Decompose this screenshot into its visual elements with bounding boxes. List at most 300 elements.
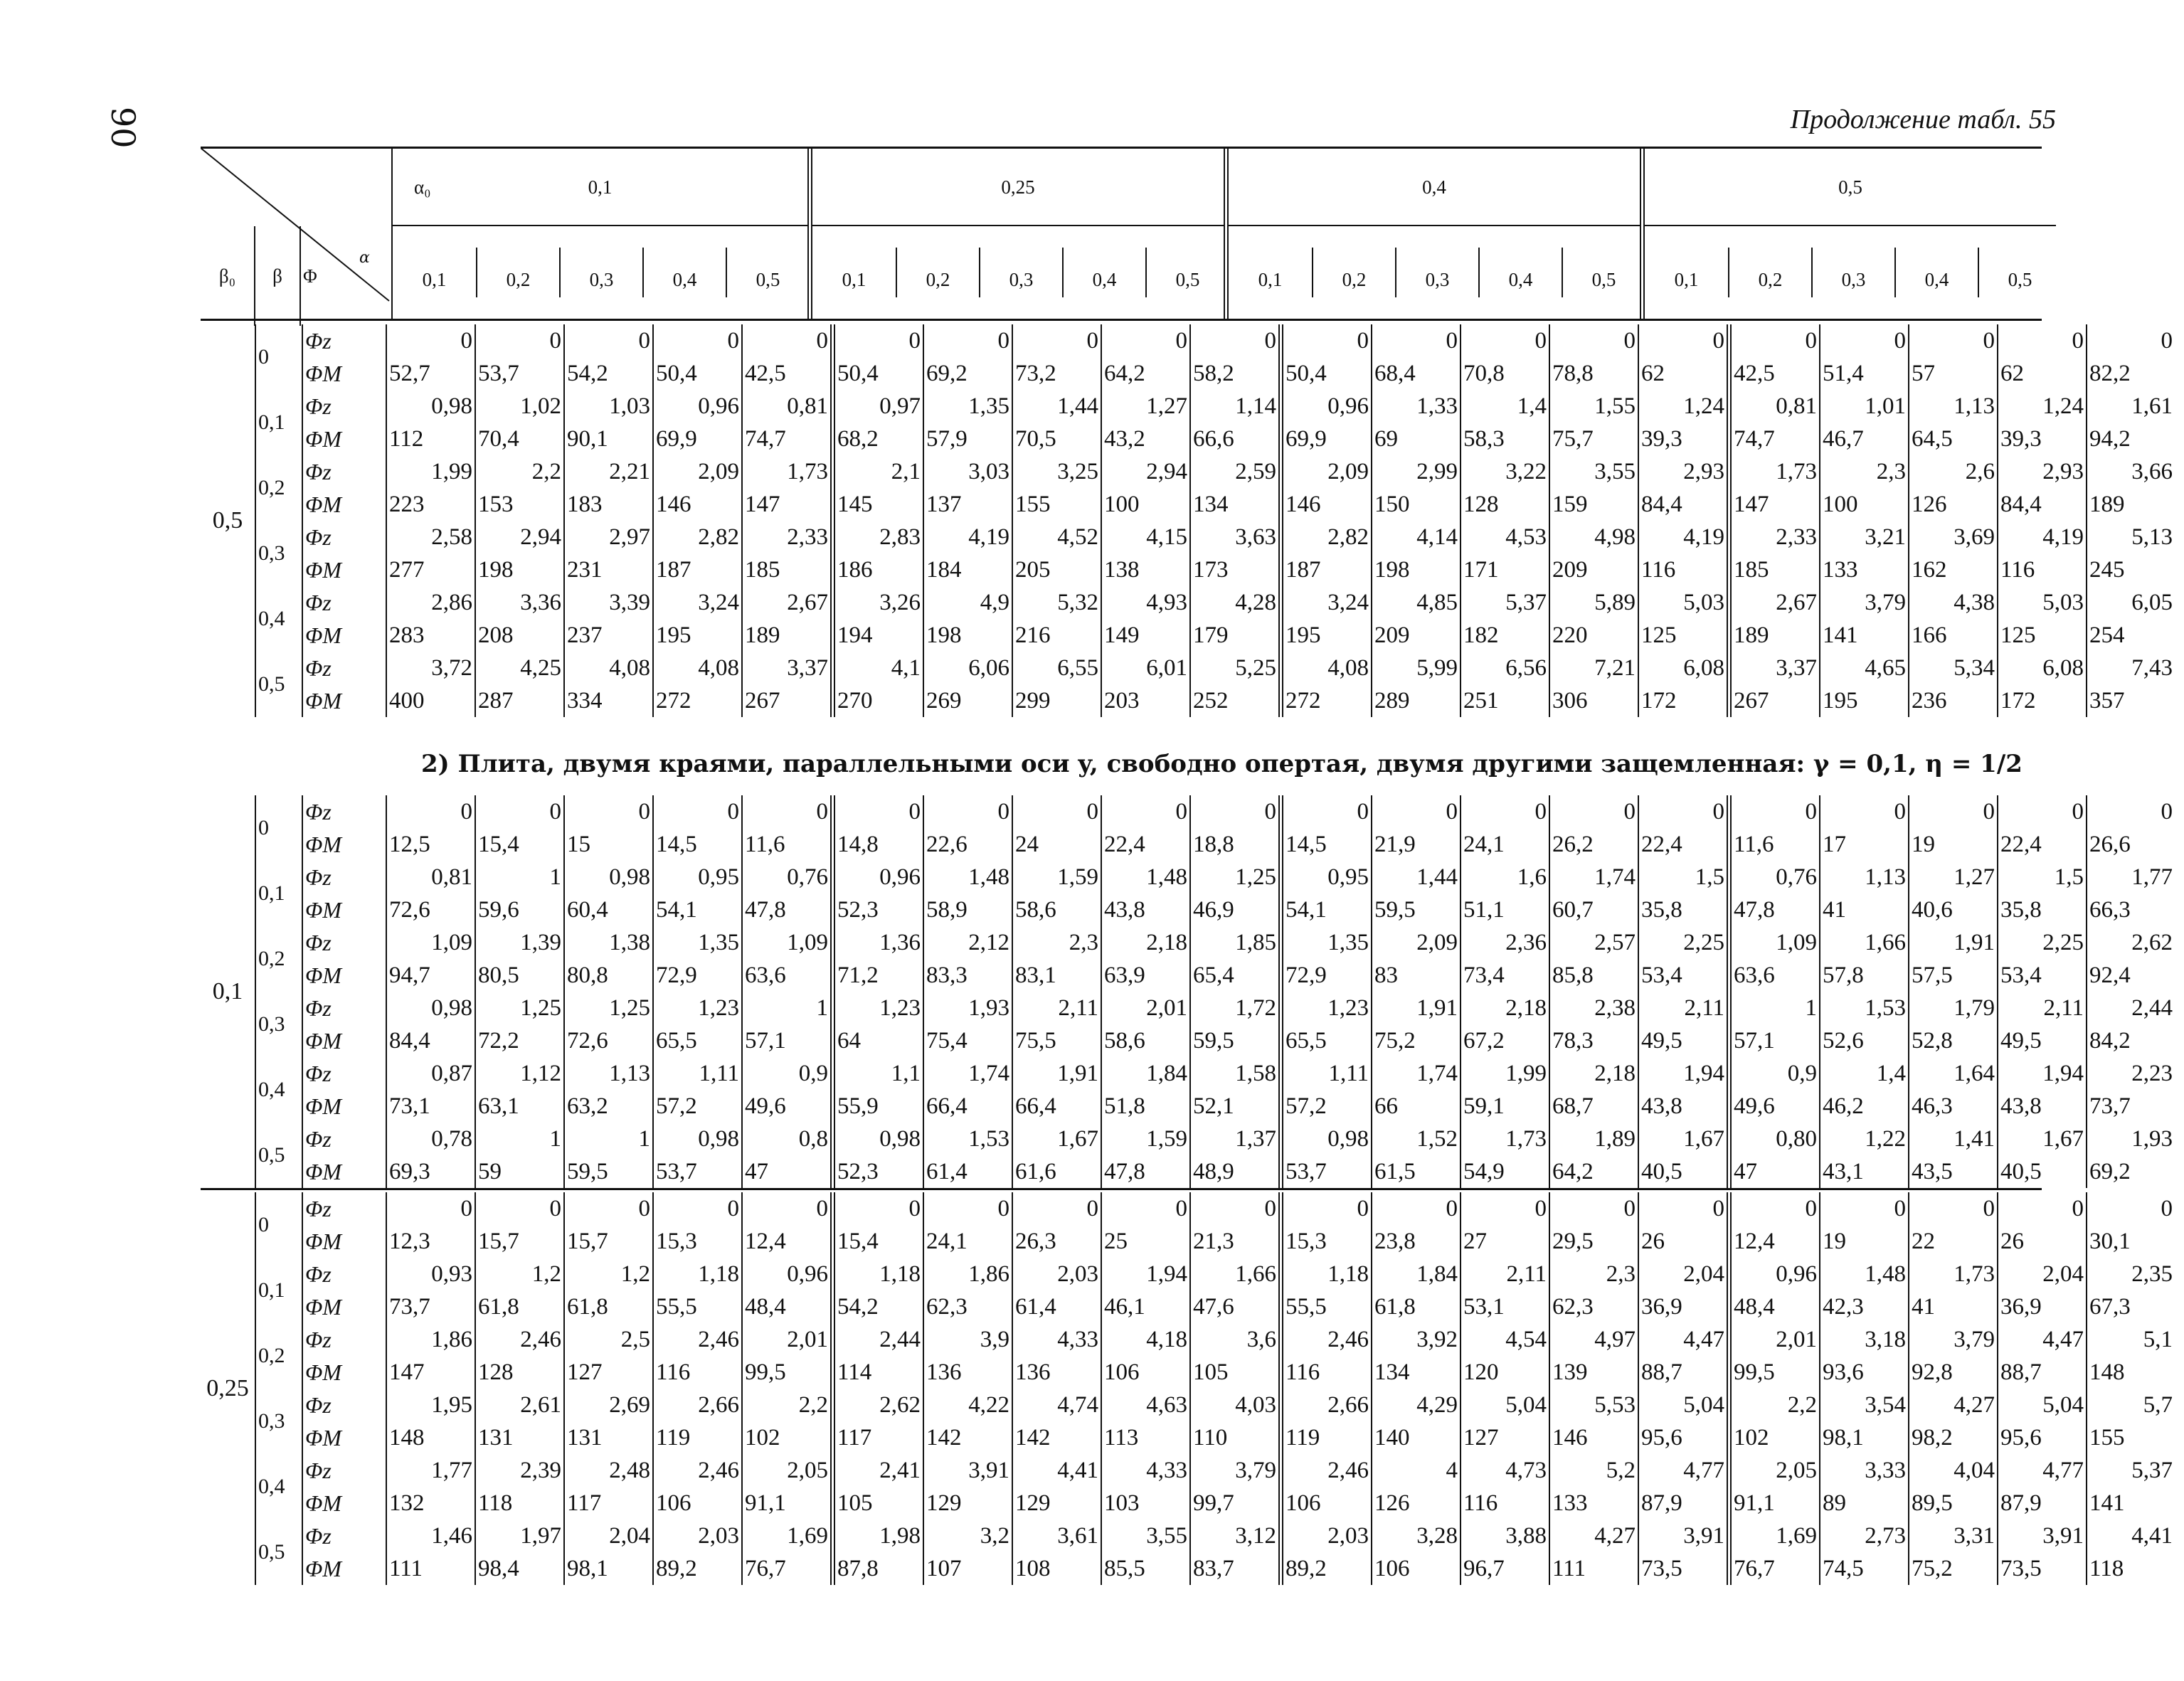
table-cell: 198 [475,553,564,586]
table-cell: 0 [1998,324,2087,357]
table-cell: 0,93 [386,1258,475,1290]
table-cell: 3,37 [1729,652,1820,684]
table-cell: 94,2 [2087,423,2175,455]
beta0-value: 0,25 [206,1375,249,1401]
table-cell: 0 [833,795,924,828]
table-cell: 70,4 [475,423,564,455]
table-cell: 4,33 [1101,1454,1190,1487]
header-alpha-value: 0,1 [1674,269,1699,290]
table-cell: 141 [2087,1487,2175,1520]
table-cell: 1,02 [475,390,564,423]
table-cell: 69,2 [2087,1155,2175,1188]
table-cell: 80,5 [475,959,564,992]
table-cell: 2,01 [742,1323,833,1356]
table-cell: 1,25 [1190,861,1281,893]
table-cell: 52,8 [1909,1024,1998,1057]
table-cell: 3,66 [2087,455,2175,488]
beta-value: 0 [255,1192,302,1258]
table-cell: 6,08 [1638,652,1729,684]
table-cell: 64 [833,1024,924,1057]
table-cell: 106 [1281,1487,1372,1520]
table-cell: 4,22 [923,1389,1012,1421]
table-cell: 1,38 [564,926,653,959]
table-cell: 43,8 [1638,1090,1729,1123]
table-cell: 75,2 [1909,1552,1998,1585]
table-cell: 15,3 [653,1225,742,1258]
table-cell: 1,12 [475,1057,564,1090]
table-cell: 0 [1909,1192,1998,1225]
table-cell: 4,27 [1549,1520,1638,1552]
table-cell: 59,1 [1461,1090,1549,1123]
table-cell: 5,04 [1461,1389,1549,1421]
table-cell: 6,56 [1461,652,1549,684]
table-cell: 1,27 [1101,390,1190,423]
table-cell: 2,04 [1638,1258,1729,1290]
table-cell: 2,62 [2087,926,2175,959]
table-cell: 15,3 [1281,1225,1372,1258]
table-cell: 100 [1820,488,1909,521]
table-cell: 136 [923,1356,1012,1389]
table-cell: 1,5 [1998,861,2087,893]
phi-m-symbol: ΦM [302,488,386,521]
header-alpha0-value: 0,1 [588,176,613,198]
table-cell: 1,22 [1820,1123,1909,1155]
table-cell: 0 [1638,324,1729,357]
table-cell: 1,35 [653,926,742,959]
table-cell: 116 [1998,553,2087,586]
table-cell: 63,6 [1729,959,1820,992]
table-cell: 0,81 [386,861,475,893]
phi-m-symbol: ΦM [302,1356,386,1389]
table-cell: 126 [1372,1487,1461,1520]
header-alpha-value: 0,2 [896,248,979,297]
table-cell: 0 [923,795,1012,828]
table-cell: 3,21 [1820,521,1909,553]
table-cell: 52,7 [386,357,475,390]
table-cell: 2,3 [1549,1258,1638,1290]
table-cell: 159 [1549,488,1638,521]
table-cell: 1,73 [1461,1123,1549,1155]
table-cell: 4,19 [1638,521,1729,553]
table-cell: 0,96 [653,390,742,423]
table-cell: 0 [1281,1192,1372,1225]
table-cell: 78,8 [1549,357,1638,390]
table-cell: 47 [1729,1155,1820,1188]
table-cell: 6,06 [923,652,1012,684]
table-cell: 3,63 [1190,521,1281,553]
table-cell: 5,7 [2087,1389,2175,1421]
table-cell: 85,5 [1101,1552,1190,1585]
table-cell: 1,18 [653,1258,742,1290]
table-cell: 1,66 [1820,926,1909,959]
table-cell: 3,69 [1909,521,1998,553]
table-cell: 2,05 [1729,1454,1820,1487]
table-cell: 120 [1461,1356,1549,1389]
table-row [201,652,2175,684]
table-cell: 1 [1729,992,1820,1024]
table-cell: 3,37 [742,652,833,684]
table-cell: 63,1 [475,1090,564,1123]
table-cell: 1,69 [1729,1520,1820,1552]
header-alpha0-group [1640,148,2056,319]
table-row [201,553,2175,586]
table-cell: 2,2 [742,1389,833,1421]
header-alpha-value: 0,4 [642,248,726,297]
table-cell: 3,25 [1012,455,1101,488]
table-cell: 2,94 [475,521,564,553]
table-cell: 1,48 [1820,1258,1909,1290]
table-cell: 72,9 [653,959,742,992]
table-cell: 4,47 [1638,1323,1729,1356]
table-cell: 3,22 [1461,455,1549,488]
phi-m-symbol: ΦM [302,619,386,652]
table-cell: 1,24 [1998,390,2087,423]
beta-value: 0,3 [255,1389,302,1454]
table-cell: 1,52 [1372,1123,1461,1155]
table-cell: 54,2 [833,1290,924,1323]
table-cell: 1,91 [1372,992,1461,1024]
table-cell: 66,4 [923,1090,1012,1123]
table-cell: 2,83 [833,521,924,553]
table-row [201,1090,2175,1123]
table-cell: 0 [653,324,742,357]
table-cell: 4,74 [1012,1389,1101,1421]
table-cell: 12,4 [742,1225,833,1258]
table-cell: 62,3 [923,1290,1012,1323]
table-cell: 1,6 [1461,861,1549,893]
header-alpha0-group [1224,148,1640,319]
table-cell: 2,48 [564,1454,653,1487]
table-row [201,357,2175,390]
table-cell: 1,25 [564,992,653,1024]
table-cell: 1,14 [1190,390,1281,423]
beta-value: 0,1 [255,1258,302,1323]
table-cell: 141 [1820,619,1909,652]
table-cell: 0 [1012,1192,1101,1225]
table-cell: 12,5 [386,828,475,861]
table-cell: 1,41 [1909,1123,1998,1155]
table-cell: 46,7 [1820,423,1909,455]
table-cell: 2,93 [1998,455,2087,488]
table-cell: 15,7 [475,1225,564,1258]
table-cell: 4,47 [1998,1323,2087,1356]
table-cell: 73,7 [2087,1090,2175,1123]
table-cell: 24,1 [1461,828,1549,861]
phi-m-symbol: ΦM [302,684,386,717]
table-cell: 58,3 [1461,423,1549,455]
table-cell: 1,84 [1101,1057,1190,1090]
table-cell: 0 [1549,795,1638,828]
table-cell: 183 [564,488,653,521]
table-row [201,488,2175,521]
table-cell: 1,97 [475,1520,564,1552]
table-row [201,992,2175,1024]
table-cell: 3,39 [564,586,653,619]
table-cell: 41 [1820,893,1909,926]
table-cell: 0 [1190,795,1281,828]
table-cell: 83,3 [923,959,1012,992]
table-cell: 112 [386,423,475,455]
table-cell: 236 [1909,684,1998,717]
table-cell: 131 [564,1421,653,1454]
table-cell: 91,1 [742,1487,833,1520]
table-row [201,861,2175,893]
table-cell: 69,9 [653,423,742,455]
table-cell: 4 [1372,1454,1461,1487]
table-cell: 5,25 [1190,652,1281,684]
beta-value: 0,3 [255,992,302,1057]
table-cell: 2,97 [564,521,653,553]
header-alpha0-group [807,148,1224,319]
table-cell: 24,1 [923,1225,1012,1258]
table-cell: 2,66 [1281,1389,1372,1421]
table-cell: 69,9 [1281,423,1372,455]
table-cell: 1 [742,992,833,1024]
table-cell: 1,91 [1012,1057,1101,1090]
phi-m-symbol: ΦM [302,893,386,926]
table-cell: 131 [475,1421,564,1454]
table-cell: 0 [742,324,833,357]
table-cell: 89,5 [1909,1487,1998,1520]
table-cell: 267 [1729,684,1820,717]
table-cell: 46,1 [1101,1290,1190,1323]
table-cell: 51,1 [1461,893,1549,926]
table-cell: 137 [923,488,1012,521]
table-cell: 48,4 [1729,1290,1820,1323]
header-rule [201,319,2042,321]
table-cell: 1,44 [1012,390,1101,423]
table-cell: 49,5 [1638,1024,1729,1057]
table-cell: 61,8 [475,1290,564,1323]
table-cell: 12,3 [386,1225,475,1258]
beta-value: 0,4 [255,586,302,652]
table-cell: 1,27 [1909,861,1998,893]
table-cell: 172 [1998,684,2087,717]
table-cell: 4,04 [1909,1454,1998,1487]
table-cell: 0,8 [742,1123,833,1155]
table-cell: 3,18 [1820,1323,1909,1356]
table-cell: 88,7 [1638,1356,1729,1389]
table-cell: 1,55 [1549,390,1638,423]
table-cell: 1,1 [833,1057,924,1090]
table-cell: 0 [475,1192,564,1225]
table-cell: 99,5 [1729,1356,1820,1389]
table-row [201,455,2175,488]
table-row [201,1323,2175,1356]
table-cell: 5,2 [1549,1454,1638,1487]
table-cell: 0,95 [653,861,742,893]
table-cell: 0 [1729,795,1820,828]
table-cell: 140 [1372,1421,1461,1454]
table-cell: 0,96 [1281,390,1372,423]
table-row [201,390,2175,423]
table-cell: 198 [923,619,1012,652]
table-cell: 74,5 [1820,1552,1909,1585]
table-cell: 2,38 [1549,992,1638,1024]
table-cell: 61,5 [1372,1155,1461,1188]
table-cell: 150 [1372,488,1461,521]
table-cell: 2,58 [386,521,475,553]
table-cell: 55,5 [653,1290,742,1323]
table-cell: 3,55 [1549,455,1638,488]
table-cell: 113 [1101,1421,1190,1454]
table-cell: 67,3 [2087,1290,2175,1323]
table-cell: 3,6 [1190,1323,1281,1356]
table-cell: 90,1 [564,423,653,455]
table-cell: 2,03 [1012,1258,1101,1290]
table-cell: 0 [1820,1192,1909,1225]
table-cell: 0 [1372,795,1461,828]
table-cell: 61,4 [923,1155,1012,1188]
table-cell: 3,54 [1820,1389,1909,1421]
table-cell: 2,86 [386,586,475,619]
table-cell: 83,7 [1190,1552,1281,1585]
table-cell: 106 [653,1487,742,1520]
table-cell: 24 [1012,828,1101,861]
section-2-title: 2) Плита, двумя краями, параллельными оси y, свободно опертая, двумя другими защемленная: γ = 0,1, η = 1/2 [421,750,2023,778]
table-cell: 136 [1012,1356,1101,1389]
table-cell: 334 [564,684,653,717]
header-alpha-value: 0,4 [1062,248,1145,297]
table-cell: 43,8 [1101,893,1190,926]
table-cell: 76,7 [1729,1552,1820,1585]
table-cell: 0 [1281,324,1372,357]
table-cell: 87,8 [833,1552,924,1585]
table-cell: 187 [1281,553,1372,586]
table-cell: 73,5 [1998,1552,2087,1585]
table-cell: 35,8 [1998,893,2087,926]
table-cell: 2,2 [1729,1389,1820,1421]
table-cell: 125 [1638,619,1729,652]
table-cell: 3,33 [1820,1454,1909,1487]
table-cell: 57,9 [923,423,1012,455]
table-cell: 3,88 [1461,1520,1549,1552]
table-cell: 106 [1372,1552,1461,1585]
table-cell: 1,35 [923,390,1012,423]
table-cell: 139 [1549,1356,1638,1389]
table-cell: 61,8 [1372,1290,1461,1323]
table-cell: 0,96 [742,1258,833,1290]
table-cell: 73,4 [1461,959,1549,992]
table-cell: 6,55 [1012,652,1101,684]
phi-z-symbol: Φz [302,652,386,684]
table-cell: 0 [1101,795,1190,828]
table-cell: 61,8 [564,1290,653,1323]
table-cell: 14,5 [653,828,742,861]
table-cell: 47 [742,1155,833,1188]
table-cell: 182 [1461,619,1549,652]
header-alpha-value: 0,1 [422,269,447,290]
table-cell: 220 [1549,619,1638,652]
table-cell: 6,01 [1101,652,1190,684]
table-cell: 35,8 [1638,893,1729,926]
table-cell: 2,25 [1638,926,1729,959]
table-cell: 203 [1101,684,1190,717]
table-cell: 142 [923,1421,1012,1454]
table-cell: 146 [1281,488,1372,521]
table-cell: 1,37 [1190,1123,1281,1155]
table-cell: 93,6 [1820,1356,1909,1389]
table-cell: 1,11 [653,1057,742,1090]
table-cell: 149 [1101,619,1190,652]
table-cell: 21,9 [1372,828,1461,861]
table-cell: 57,1 [742,1024,833,1057]
table-cell: 106 [1101,1356,1190,1389]
table-cell: 2,03 [1281,1520,1372,1552]
table-cell: 1,18 [1281,1258,1372,1290]
table-cell: 0,96 [1729,1258,1820,1290]
table-cell: 89,2 [653,1552,742,1585]
table-cell: 43,8 [1998,1090,2087,1123]
table-cell: 245 [2087,553,2175,586]
table-cell: 4,15 [1101,521,1190,553]
table-cell: 74,7 [742,423,833,455]
table-cell: 127 [564,1356,653,1389]
table-cell: 1,94 [1638,1057,1729,1090]
table-cell: 147 [1729,488,1820,521]
table-cell: 148 [2087,1356,2175,1389]
table-cell: 2,67 [742,586,833,619]
table-cell: 0 [2087,324,2175,357]
table-cell: 195 [653,619,742,652]
table-cell: 2,09 [1281,455,1372,488]
table-cell: 0 [1190,1192,1281,1225]
table-cell: 1,44 [1372,861,1461,893]
table-cell: 39,3 [1638,423,1729,455]
table-cell: 40,5 [1638,1155,1729,1188]
table-cell: 82,2 [2087,357,2175,390]
table-cell: 2,1 [833,455,924,488]
table-cell: 23,8 [1372,1225,1461,1258]
table-cell: 11,6 [1729,828,1820,861]
table-cell: 146 [1549,1421,1638,1454]
table-cell: 0 [386,1192,475,1225]
table-cell: 53,7 [1281,1155,1372,1188]
table-cell: 4,1 [833,652,924,684]
table-cell: 2,11 [1638,992,1729,1024]
table-cell: 2,09 [653,455,742,488]
table-cell: 267 [742,684,833,717]
table-row [201,1552,2175,1585]
table-cell: 1,85 [1190,926,1281,959]
table-cell: 1,48 [1101,861,1190,893]
phi-m-symbol: ΦM [302,1155,386,1188]
table-cell: 59,6 [475,893,564,926]
table-cell: 116 [1638,553,1729,586]
table-cell: 0 [1461,324,1549,357]
table-cell: 0,98 [564,861,653,893]
table-cell: 57,2 [653,1090,742,1123]
table-cell: 2,18 [1549,1057,1638,1090]
table-cell: 166 [1909,619,1998,652]
table-cell: 2,69 [564,1389,653,1421]
beta-value: 0,2 [255,1323,302,1389]
header-alpha-value: 0,3 [559,248,642,297]
table-cell: 209 [1549,553,1638,586]
table-cell: 1,73 [1909,1258,1998,1290]
table-cell: 2,5 [564,1323,653,1356]
table-cell: 69,3 [386,1155,475,1188]
table-cell: 4,54 [1461,1323,1549,1356]
table-cell: 26 [1998,1225,2087,1258]
table-cell: 83 [1372,959,1461,992]
table-cell: 0 [833,324,924,357]
table-cell: 3,24 [653,586,742,619]
alpha-label: α [359,249,370,267]
table-cell: 1,67 [1638,1123,1729,1155]
table-cell: 2,35 [2087,1258,2175,1290]
table-cell: 88,7 [1998,1356,2087,1389]
